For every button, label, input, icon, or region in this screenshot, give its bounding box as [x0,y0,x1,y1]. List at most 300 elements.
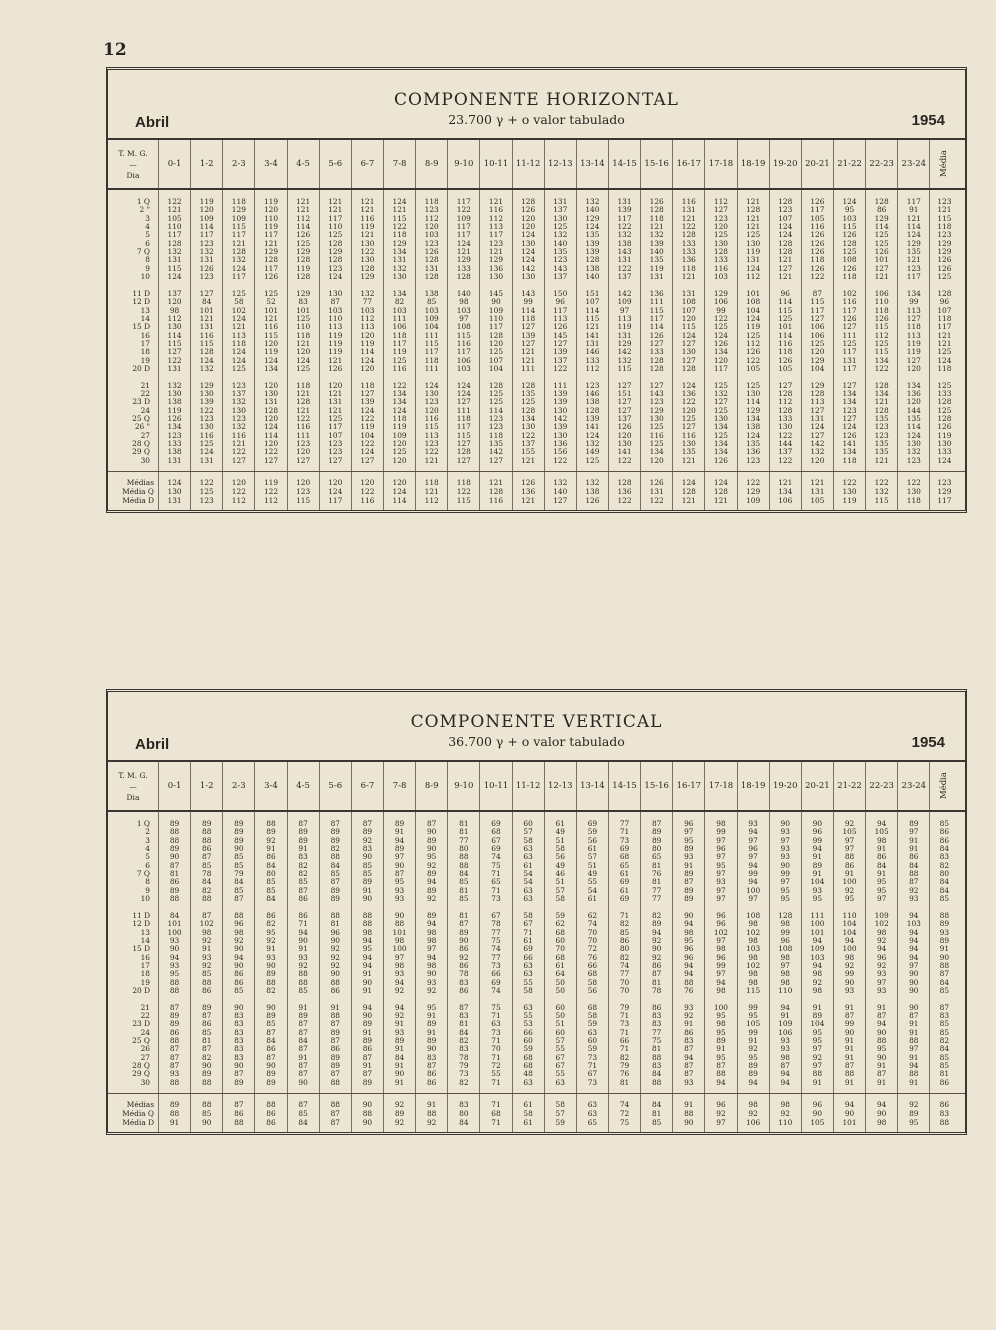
data-cell: 97 [716,852,726,862]
data-cell: 133 [937,447,952,457]
data-cell: 87 [362,1052,373,1062]
data-cell: 94 [780,1069,790,1079]
data-cell: 129 [296,247,311,257]
data-cell: 123 [937,230,952,240]
means-column [609,472,641,510]
day-label: 4 [145,222,150,232]
data-cell: 92 [426,860,437,870]
data-cell: 89 [394,844,405,854]
data-cell: 93 [780,844,790,854]
means-cell: 90 [362,1100,373,1110]
data-cell: 88 [266,977,276,987]
data-cell: 126 [810,197,825,206]
data-cell: 128 [424,255,439,265]
data-cell: 88 [909,869,919,879]
data-cell: 126 [842,263,857,273]
data-cell: 126 [874,247,889,257]
data-cell: 121 [746,213,761,223]
data-cell: 122 [553,455,568,465]
means-cell: 120 [392,478,407,488]
data-cell: 63 [587,1027,598,1037]
data-cell: 87 [298,819,308,828]
data-cell: 117 [906,272,921,282]
data-cell: 86 [426,1069,437,1079]
data-cell: 95 [716,1052,726,1062]
data-cell: 89 [426,1019,437,1029]
data-cell: 97 [748,894,758,904]
data-cell: 78 [651,985,662,995]
hour-header: 12-13 [545,140,577,188]
data-cell: 89 [362,827,373,837]
data-cell: 135 [906,414,921,424]
data-cell: 120 [296,447,311,457]
hour-header: 5-6 [320,762,352,810]
data-cell: 117 [553,305,568,315]
means-cell: 124 [167,478,182,488]
data-cell: 103 [424,230,439,240]
means-column [930,1094,958,1132]
data-cell: 129 [906,238,921,248]
data-cell: 86 [426,1077,437,1087]
means-cell: 92 [909,1100,919,1110]
data-cell: 87 [459,1002,469,1012]
data-cell: 87 [876,1011,887,1020]
data-cell: 87 [330,297,340,307]
hour-header: 12-13 [545,762,577,810]
hour-column [705,190,737,471]
data-cell: 130 [681,347,696,357]
day-label: 17 [140,960,150,970]
data-cell: 61 [555,819,565,828]
data-cell: 145 [553,330,568,340]
means-cell: 86 [266,1118,276,1128]
data-cell: 89 [651,919,662,929]
data-cell: 127 [231,455,246,465]
data-cell: 87 [169,1002,180,1012]
data-cell: 82 [619,919,630,929]
data-cell: 91 [844,1002,855,1012]
hour-header: 4-5 [288,762,320,810]
data-cell: 111 [649,297,664,307]
data-cell: 81 [459,819,469,828]
hour-header: 19-20 [770,140,802,188]
data-cell: 85 [266,1019,276,1029]
means-column [738,1094,770,1132]
data-cell: 67 [555,1052,565,1062]
data-cell: 82 [459,1077,469,1087]
hour-header: 4-5 [288,140,320,188]
data-cell: 123 [199,238,214,248]
data-cell: 119 [360,422,375,432]
hour-column [577,190,609,471]
data-cell: 130 [713,238,729,248]
data-cell: 111 [296,430,311,440]
data-cell: 87 [780,1061,790,1071]
data-cell: 89 [684,885,694,895]
data-cell: 96 [684,944,694,954]
data-cell: 128 [746,205,761,215]
data-cell: 94 [394,977,405,987]
data-cell: 91 [844,869,855,879]
data-cell: 126 [746,347,761,357]
data-cell: 130 [392,272,407,282]
data-cell: 137 [617,414,632,424]
data-cell: 128 [681,363,696,373]
data-cell: 134 [521,414,536,424]
data-cell: 113 [231,330,246,340]
data-cell: 134 [842,389,857,398]
data-cell: 88 [330,1077,340,1087]
data-cell: 92 [684,1011,694,1020]
data-cell: 85 [459,894,469,904]
means-cell: 123 [199,496,214,506]
data-cell: 121 [521,347,536,357]
data-cell: 82 [459,1036,469,1046]
data-cell: 71 [491,869,501,879]
data-cell: 83 [298,297,308,307]
day-label: 8 [145,877,150,887]
data-cell: 139 [521,330,536,340]
means-cell: 88 [202,1100,212,1110]
corner-dash: — [129,159,137,169]
data-cell: 86 [651,960,662,970]
data-cell: 124 [167,272,182,282]
data-cell: 112 [746,272,761,282]
data-cell: 130 [360,255,375,265]
data-cell: 90 [844,977,855,987]
data-cell: 57 [523,827,533,837]
data-cell: 128 [231,247,246,257]
data-cell: 84 [939,877,950,887]
data-cell: 91 [939,944,950,954]
data-cell: 88 [202,894,212,904]
day-label: 13 [140,927,150,937]
means-cell: 118 [424,478,439,488]
data-cell: 90 [234,960,244,970]
data-cell: 116 [778,338,793,348]
data-cell: 96 [716,844,726,854]
data-cell: 120 [263,338,279,348]
data-cell: 86 [651,1002,662,1012]
means-cell: 121 [488,478,504,488]
data-cell: 52 [266,297,276,307]
data-cell: 91 [202,944,212,954]
data-cell: 113 [617,313,632,323]
data-cell: 70 [619,985,630,995]
data-cell: 128 [649,355,664,365]
data-cell: 114 [874,222,889,232]
data-cell: 97 [909,1044,919,1054]
data-cell: 87 [716,1061,726,1071]
day-label: 30 [140,1077,150,1087]
data-cell: 61 [587,894,598,904]
means-cell: 115 [456,496,471,506]
data-cell: 125 [488,347,504,357]
data-cell: 127 [617,405,632,415]
hour-header: 21-22 [834,762,866,810]
data-cell: 87 [684,877,694,887]
data-cell: 124 [456,380,471,390]
means-cell: 122 [649,496,664,506]
means-cell: 72 [619,1109,630,1119]
data-cell: 91 [362,985,373,995]
data-cell: 91 [909,1019,919,1029]
data-cell: 114 [199,222,214,232]
day-label: 1 Q [136,197,150,206]
day-label: 26 " [134,422,150,432]
data-cell: 101 [392,927,407,937]
data-cell: 96 [684,819,694,828]
data-cell: 87 [330,1019,340,1029]
data-cell: 84 [298,1036,308,1046]
data-cell: 97 [716,869,726,879]
means-cell: 116 [360,496,375,506]
data-cell: 110 [488,313,504,323]
data-cell: 116 [424,414,439,424]
means-cell: 88 [330,1100,340,1110]
hour-header: 0-1 [159,140,191,188]
data-cell: 117 [456,230,471,240]
data-cell: 114 [906,222,921,232]
means-cell: 132 [874,487,889,497]
data-cell: 127 [681,355,696,365]
data-cell: 91 [748,1036,758,1046]
means-cell: 128 [681,487,696,497]
data-cell: 88 [169,1036,180,1046]
data-cell: 63 [523,969,533,979]
data-cell: 95 [266,927,276,937]
data-cell: 55 [555,1069,565,1079]
means-column [577,472,609,510]
table-body [108,190,965,471]
means-cell: 61 [523,1100,533,1110]
data-cell: 131 [842,355,857,365]
data-cell: 130 [199,422,214,432]
data-cell: 116 [810,222,825,232]
data-cell: 106 [456,355,471,365]
data-cell: 84 [459,1027,469,1037]
data-cell: 121 [328,197,343,206]
data-cell: 118 [937,222,952,232]
day-label: 14 [140,935,150,945]
data-cell: 86 [202,985,212,995]
data-cell: 89 [298,835,308,845]
data-cell: 98 [169,305,180,315]
data-cell: 91 [909,835,919,845]
data-cell: 112 [746,338,761,348]
data-cell: 68 [523,1061,533,1071]
data-cell: 128 [585,255,600,265]
data-cell: 61 [619,869,630,879]
data-cell: 114 [778,297,793,307]
means-cell: 132 [585,478,600,488]
data-cell: 86 [459,960,469,970]
data-cell: 82 [202,885,212,895]
data-cell: 126 [810,263,825,273]
data-cell: 71 [619,910,630,920]
data-cell: 122 [167,355,182,365]
data-cell: 129 [937,238,952,248]
data-cell: 132 [585,197,600,206]
data-cell: 81 [459,910,469,920]
data-cell: 87 [298,1061,308,1071]
data-cell: 90 [780,819,790,828]
day-label: 9 [145,263,150,273]
data-cell: 121 [488,197,504,206]
data-cell: 85 [234,885,244,895]
data-cell: 84 [266,894,276,904]
data-cell: 132 [231,422,246,432]
means-cell: 117 [328,496,343,506]
data-cell: 85 [939,985,950,995]
data-cell: 67 [491,910,501,920]
means-cell: 85 [651,1118,662,1128]
data-cell: 92 [844,960,855,970]
data-cell: 88 [876,1036,887,1046]
data-cell: 93 [780,1036,790,1046]
data-cell: 108 [746,910,761,920]
data-cell: 77 [491,952,501,962]
data-cell: 131 [199,255,214,265]
data-cell: 91 [330,1002,340,1012]
data-cell: 63 [491,1019,501,1029]
data-cell: 71 [491,1011,501,1020]
data-cell: 108 [681,297,696,307]
means-cell: 129 [746,487,761,497]
data-cell: 95 [876,1044,887,1054]
data-cell: 97 [812,1061,823,1071]
data-cell: 96 [716,919,726,929]
data-cell: 123 [424,238,439,248]
data-cell: 97 [716,935,726,945]
hour-header: 20-21 [802,762,834,810]
data-cell: 133 [681,238,696,248]
data-cell: 81 [459,1019,469,1029]
means-column [866,1094,898,1132]
data-cell: 90 [362,852,373,862]
data-cell: 125 [874,238,889,248]
day-label: 29 Q [132,1069,150,1079]
day-label: 14 [140,313,150,323]
day-label: 8 [145,255,150,265]
day-label: 19 [140,355,150,365]
data-cell: 87 [298,1019,308,1029]
data-cell: 128 [424,272,439,282]
data-cell: 131 [392,255,407,265]
data-cell: 122 [231,447,246,457]
data-cell: 73 [491,894,501,904]
data-cell: 115 [810,297,825,307]
data-cell: 131 [617,255,632,265]
data-cell: 150 [553,288,568,298]
means-cell: 121 [521,496,536,506]
means-cell: 115 [296,496,311,506]
data-cell: 119 [906,338,921,348]
hour-header: 15-16 [641,140,673,188]
data-cell: 103 [456,305,471,315]
data-cell: 118 [874,305,889,315]
data-cell: 137 [553,272,568,282]
means-cell: 91 [169,1118,180,1128]
data-cell: 131 [649,272,664,282]
data-cell: 106 [810,322,825,332]
data-cell: 131 [553,197,568,206]
data-cell: 90 [298,1077,308,1087]
data-cell: 115 [874,322,889,332]
data-cell: 92 [876,960,887,970]
hour-column [223,812,255,1093]
data-cell: 91 [812,852,823,862]
data-cell: 86 [202,1019,212,1029]
data-cell: 109 [456,213,471,223]
data-cell: 99 [523,297,533,307]
data-cell: 128 [296,255,311,265]
data-cell: 139 [199,397,214,407]
hour-header: 2-3 [223,762,255,810]
data-cell: 90 [330,969,340,979]
data-cell: 88 [459,860,469,870]
data-cell: 91 [812,1077,823,1087]
data-cell: 125 [263,288,279,298]
means-cell: 120 [296,478,311,488]
day-label: 18 [140,347,150,357]
data-cell: 92 [651,935,662,945]
data-cell: 119 [167,405,182,415]
data-cell: 121 [681,272,696,282]
data-cell: 130 [617,439,632,449]
data-cell: 60 [523,819,533,828]
data-cell: 87 [909,877,919,887]
data-cell: 126 [167,414,182,424]
data-cell: 118 [424,355,439,365]
data-cell: 88 [234,910,244,920]
data-cell: 142 [810,439,825,449]
data-cell: 124 [263,355,279,365]
data-cell: 83 [684,1036,694,1046]
data-cell: 124 [424,380,439,390]
day-label: 24 [140,405,150,415]
data-cell: 137 [617,272,632,282]
hour-header: 14-15 [609,762,641,810]
data-cell: 71 [619,1044,630,1054]
hour-column [416,190,448,471]
data-cell: 91 [426,1027,437,1037]
day-label: 23 D [132,1019,150,1029]
data-cell: 68 [555,927,565,937]
data-cell: 143 [649,389,664,398]
data-cell: 120 [424,405,439,415]
day-label: 2 [145,827,150,837]
data-cell: 124 [810,422,825,432]
data-cell: 120 [521,213,536,223]
data-cell: 128 [842,238,857,248]
data-cell: 85 [459,877,469,887]
means-column [673,1094,705,1132]
data-cell: 136 [681,255,696,265]
data-cell: 120 [392,455,407,465]
data-cell: 128 [488,330,504,340]
data-cell: 125 [713,405,729,415]
data-cell: 128 [778,247,793,257]
data-cell: 94 [362,960,373,970]
data-cell: 103 [456,363,471,373]
data-cell: 138 [424,288,439,298]
data-cell: 81 [939,1069,950,1079]
hour-header: 13-14 [577,140,609,188]
data-cell: 81 [619,1077,630,1087]
data-cell: 87 [169,1061,180,1071]
data-cell: 91 [844,1052,855,1062]
